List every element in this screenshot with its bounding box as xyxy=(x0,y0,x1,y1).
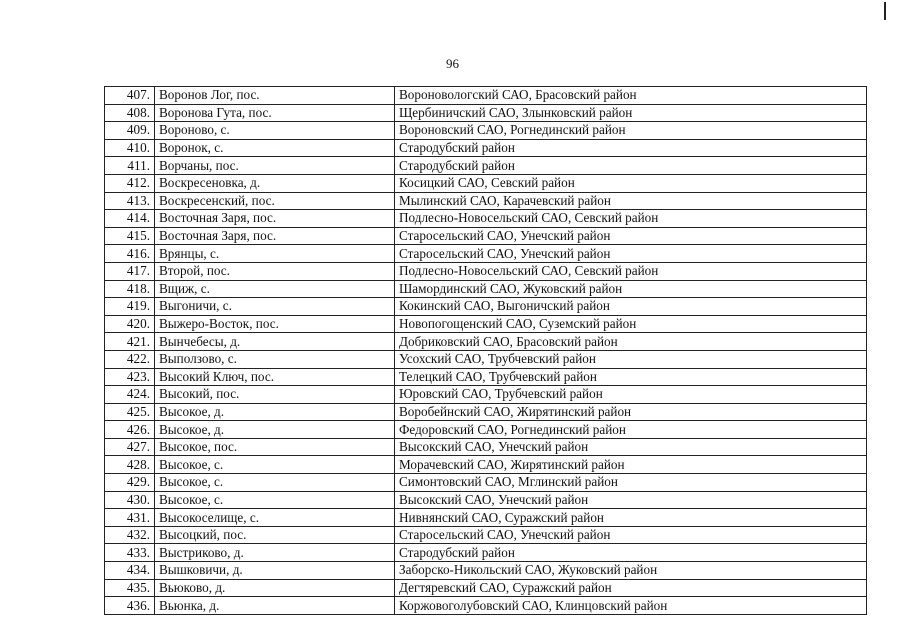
settlement-name-cell: Высоцкий, пос. xyxy=(155,526,395,544)
table-row xyxy=(105,562,867,580)
table-row xyxy=(105,438,867,456)
row-number-cell: 414. xyxy=(105,210,155,228)
settlement-name-cell: Ворчаны, пос. xyxy=(155,157,395,175)
row-number-cell: 417. xyxy=(105,262,155,280)
settlement-name-cell: Вьюнка, д. xyxy=(155,597,395,615)
settlement-name-cell: Высокий Ключ, пос. xyxy=(155,368,395,386)
settlement-name-cell: Вороново, с. xyxy=(155,122,395,140)
district-cell: Стародубский район xyxy=(395,544,867,562)
settlement-name-cell: Высокий, пос. xyxy=(155,386,395,404)
row-number-cell: 424. xyxy=(105,386,155,404)
row-number-cell: 427. xyxy=(105,438,155,456)
row-number-cell: 413. xyxy=(105,192,155,210)
district-cell: Мылинский САО, Карачевский район xyxy=(395,192,867,210)
district-cell: Коржовоголубовский САО, Клинцовский район xyxy=(395,597,867,615)
table-row xyxy=(105,474,867,492)
settlement-name-cell: Высокое, с. xyxy=(155,491,395,509)
settlement-name-cell: Восточная Заря, пос. xyxy=(155,227,395,245)
row-number-cell: 411. xyxy=(105,157,155,175)
row-number-cell: 408. xyxy=(105,104,155,122)
table-row xyxy=(105,597,867,615)
settlement-name-cell: Воскресеновка, д. xyxy=(155,174,395,192)
settlement-name-cell: Выжеро-Восток, пос. xyxy=(155,315,395,333)
row-number-cell: 423. xyxy=(105,368,155,386)
table-row xyxy=(105,227,867,245)
district-cell: Подлесно-Новосельский САО, Севский район xyxy=(395,210,867,228)
table-row xyxy=(105,544,867,562)
row-number-cell: 422. xyxy=(105,350,155,368)
row-number-cell: 429. xyxy=(105,474,155,492)
table-row xyxy=(105,421,867,439)
district-cell: Усохский САО, Трубчевский район xyxy=(395,350,867,368)
settlement-name-cell: Вьюково, д. xyxy=(155,579,395,597)
table-row xyxy=(105,245,867,263)
district-cell: Вороновологский САО, Брасовский район xyxy=(395,87,867,105)
district-cell: Старосельский САО, Унечский район xyxy=(395,245,867,263)
row-number-cell: 415. xyxy=(105,227,155,245)
page-number: 96 xyxy=(446,56,459,71)
settlement-name-cell: Высокое, д. xyxy=(155,403,395,421)
settlement-name-cell: Высокое, пос. xyxy=(155,438,395,456)
district-cell: Вороновский САО, Рогнединский район xyxy=(395,122,867,140)
table-row xyxy=(105,491,867,509)
district-cell: Старосельский САО, Унечский район xyxy=(395,526,867,544)
district-cell: Симонтовский САО, Мглинский район xyxy=(395,474,867,492)
district-cell: Юровский САО, Трубчевский район xyxy=(395,386,867,404)
table-row xyxy=(105,386,867,404)
row-number-cell: 431. xyxy=(105,509,155,527)
district-cell: Заборско-Никольский САО, Жуковский район xyxy=(395,562,867,580)
table-row xyxy=(105,368,867,386)
table-row xyxy=(105,456,867,474)
settlement-name-cell: Вынчебесы, д. xyxy=(155,333,395,351)
row-number-cell: 410. xyxy=(105,139,155,157)
district-cell: Высокский САО, Унечский район xyxy=(395,438,867,456)
table-row xyxy=(105,122,867,140)
table-row xyxy=(105,262,867,280)
district-cell: Щербиничский САО, Злынковский район xyxy=(395,104,867,122)
row-number-cell: 407. xyxy=(105,87,155,105)
row-number-cell: 428. xyxy=(105,456,155,474)
settlement-name-cell: Воронова Гута, пос. xyxy=(155,104,395,122)
table-row xyxy=(105,192,867,210)
district-cell: Добриковский САО, Брасовский район xyxy=(395,333,867,351)
row-number-cell: 418. xyxy=(105,280,155,298)
row-number-cell: 419. xyxy=(105,298,155,316)
district-cell: Воробейнский САО, Жирятинский район xyxy=(395,403,867,421)
settlement-name-cell: Воронок, с. xyxy=(155,139,395,157)
settlement-name-cell: Восточная Заря, пос. xyxy=(155,210,395,228)
settlement-name-cell: Второй, пос. xyxy=(155,262,395,280)
settlement-name-cell: Вщиж, с. xyxy=(155,280,395,298)
settlement-name-cell: Воронов Лог, пос. xyxy=(155,87,395,105)
table-row xyxy=(105,315,867,333)
district-cell: Стародубский район xyxy=(395,157,867,175)
district-cell: Морачевский САО, Жирятинский район xyxy=(395,456,867,474)
table-row xyxy=(105,280,867,298)
row-number-cell: 426. xyxy=(105,421,155,439)
table-row xyxy=(105,157,867,175)
settlement-name-cell: Выгоничи, с. xyxy=(155,298,395,316)
row-number-cell: 433. xyxy=(105,544,155,562)
table-row xyxy=(105,104,867,122)
settlements-table xyxy=(104,86,867,615)
settlement-name-cell: Врянцы, с. xyxy=(155,245,395,263)
table-row xyxy=(105,210,867,228)
district-cell: Нивнянский САО, Суражский район xyxy=(395,509,867,527)
row-number-cell: 434. xyxy=(105,562,155,580)
row-number-cell: 420. xyxy=(105,315,155,333)
settlement-name-cell: Высокоселище, с. xyxy=(155,509,395,527)
settlements-table-body xyxy=(105,87,867,615)
row-number-cell: 436. xyxy=(105,597,155,615)
district-cell: Высокский САО, Унечский район xyxy=(395,491,867,509)
district-cell: Стародубский район xyxy=(395,139,867,157)
table-row xyxy=(105,298,867,316)
district-cell: Подлесно-Новосельский САО, Севский район xyxy=(395,262,867,280)
settlement-name-cell: Выстриково, д. xyxy=(155,544,395,562)
district-cell: Кокинский САО, Выгоничский район xyxy=(395,298,867,316)
row-number-cell: 435. xyxy=(105,579,155,597)
table-row xyxy=(105,509,867,527)
settlement-name-cell: Воскресенский, пос. xyxy=(155,192,395,210)
row-number-cell: 416. xyxy=(105,245,155,263)
row-number-cell: 430. xyxy=(105,491,155,509)
table-row xyxy=(105,350,867,368)
district-cell: Шамординский САО, Жуковский район xyxy=(395,280,867,298)
row-number-cell: 421. xyxy=(105,333,155,351)
table-row xyxy=(105,333,867,351)
scan-edge-mark xyxy=(884,2,886,20)
row-number-cell: 432. xyxy=(105,526,155,544)
district-cell: Федоровский САО, Рогнединский район xyxy=(395,421,867,439)
row-number-cell: 412. xyxy=(105,174,155,192)
settlement-name-cell: Высокое, с. xyxy=(155,456,395,474)
district-cell: Дегтяревский САО, Суражский район xyxy=(395,579,867,597)
district-cell: Косицкий САО, Севский район xyxy=(395,174,867,192)
settlement-name-cell: Вышковичи, д. xyxy=(155,562,395,580)
table-row xyxy=(105,139,867,157)
table-row xyxy=(105,403,867,421)
table-row xyxy=(105,87,867,105)
row-number-cell: 409. xyxy=(105,122,155,140)
district-cell: Новопогощенский САО, Суземский район xyxy=(395,315,867,333)
settlement-name-cell: Выползово, с. xyxy=(155,350,395,368)
table-row xyxy=(105,174,867,192)
row-number-cell: 425. xyxy=(105,403,155,421)
district-cell: Старосельский САО, Унечский район xyxy=(395,227,867,245)
settlement-name-cell: Высокое, с. xyxy=(155,474,395,492)
settlement-name-cell: Высокое, д. xyxy=(155,421,395,439)
table-row xyxy=(105,579,867,597)
table-row xyxy=(105,526,867,544)
district-cell: Телецкий САО, Трубчевский район xyxy=(395,368,867,386)
